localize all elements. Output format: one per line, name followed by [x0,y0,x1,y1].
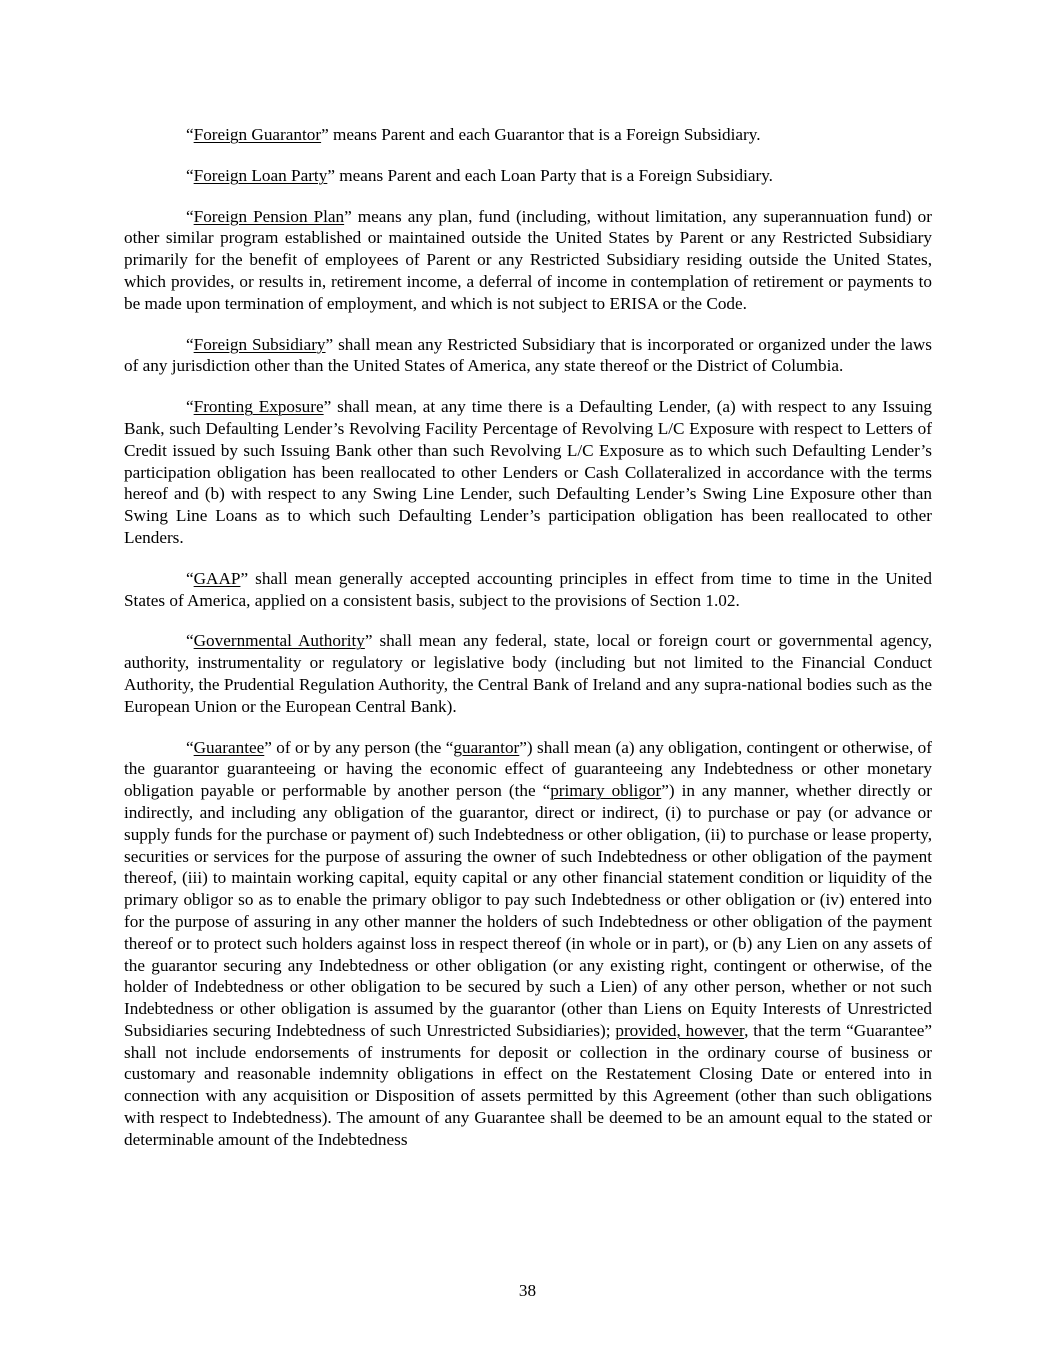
definition-body: means any plan, fund (including, without limitation, any superannuation fund) or other similar program established or maintained outside the United States by Parent or any Restricted Subsidiary primarily for the benefit of employees of Parent or any Restricted Subsidiary residing outside the United States, which provides, or results in, retirement income, a deferral of income in contemplation of retirement or payments to be made upon termination of employment, and which is not subject to ERISA or the Code. [124,206,932,313]
definition-body: means Parent and each Guarantor that is a Foreign Subsidiary. [328,125,761,144]
definition-governmental-authority: “Governmental Authority” shall mean any federal, state, local or foreign court or governmental agency, authority, instrumentality or regulatory or legislative body (including but not limited to the Financial Conduct Authority, the Prudential Regulation Authority, the Central Bank of Ireland and any supra-national bodies such as the European Union or the European Central Bank). [124,631,932,716]
definition-body: means Parent and each Loan Party that is a Foreign Subsidiary. [334,165,773,185]
definition-fronting-exposure: “Fronting Exposure” shall mean, at any time there is a Defaulting Lender, (a) with respect to any Issuing Bank, such Defaulting Lender’s Revolving Facility Percentage of Revolving L/C Exposure with respect to Letters of Credit issued by such Issuing Bank other than such Revolving L/C Exposure as to which such Defaulting Lender’s participation obligation has been reallocated to other Lenders or Cash Collateralized in accordance with the terms hereof and (b) with respect to any Swing Line Lender, such Defaulting Lender’s Swing Line Exposure other than Swing Line Loans as to which such Defaulting Lender’s participation obligation has been reallocated to other Lenders. [124,397,933,547]
defined-term-primary-obligor: primary obligor [550,781,662,801]
definition-body: shall mean generally accepted accounting principles in effect from time to time in the United States of America, applied on a consistent basis, subject to the provisions of Section 1.02. [124,568,932,610]
defined-term: Foreign Loan Party [193,165,328,185]
definition-body: shall mean any federal, state, local or foreign court or governmental agency, authority, instrumentality or regulatory or legislative body (including but not limited to the Financial Conduct Authority, the Prudential Regulation Authority, the Central Bank of Ireland and any supra-national bodies such as the European Union or the European Central Bank). [124,631,932,716]
proviso-term: provided, however [615,1020,745,1040]
document-page [124,124,932,1170]
definition-gaap: “GAAP” shall mean generally accepted accounting principles in effect from time to time in the United States of America, applied on a consistent basis, subject to the provisions of Section 1.02. [124,568,932,610]
definition-foreign-pension-plan: “Foreign Pension Plan” means any plan, fund (including, without limitation, any superannuation fund) or other similar program established or maintained outside the United States by Parent or any Restricted Subsidiary primarily for the benefit of employees of Parent or any Restricted Subsidiary residing outside the United States, which provides, or results in, retirement income, a deferral of income in contemplation of retirement or payments to be made upon termination of employment, and which is not subject to ERISA or the Code. [124,206,932,313]
definition-body: shall mean, at any time there is a Defaulting Lender, (a) with respect to any Issuing Bank, such Defaulting Lender’s Revolving Facility Percentage of Revolving L/C Exposure with respect to Letters of Credit issued by such Issuing Bank other than such Revolving L/C Exposure as to which such Defaulting Lender’s participation obligation has been reallocated to other Lenders or Cash Collateralized in accordance with the terms hereof and (b) with respect to any Swing Line Lender, such Defaulting Lender’s Swing Line Exposure other than Swing Line Loans as to which such Defaulting Lender’s participation obligation has been reallocated to other Lenders. [124,397,933,547]
definition-foreign-guarantor: “Foreign Guarantor” means Parent and each Guarantor that is a Foreign Subsidiary. [186,125,761,144]
defined-term: Fronting Exposure [193,397,324,417]
defined-term: Foreign Subsidiary [193,334,326,354]
definition-foreign-loan-party: “Foreign Loan Party” means Parent and each Loan Party that is a Foreign Subsidiary. [186,165,773,185]
page-number: 38 [518,1281,537,1300]
defined-term: Governmental Authority [193,631,365,651]
defined-term: Guarantee [193,737,265,757]
defined-term-guarantor: guarantor [453,737,520,757]
definition-guarantee: “Guarantee” of or by any person (the “guarantor”) shall mean (a) any obligation, contingent or otherwise, of the guarantor guaranteeing or having the economic effect of guaranteeing any Indebtedness or other monetary obligation payable or performable by another person (the “primary obligor”) in any manner, whether directly or indirectly, and including any obligation of the guarantor, direct or indirect, (i) to purchase or pay (or advance or supply funds for the purchase or payment of) such Indebtedness or other obligation, (ii) to purchase or lease property, securities or services for the purpose of assuring the owner of such Indebtedness or other obligation of the payment thereof, (iii) to maintain working capital, equity capital or any other financial statement condition or liquidity of the primary obligor so as to enable the primary obligor to pay such Indebtedness or other obligation or (iv) entered into for the purpose of assuring in any other manner the holders of such Indebtedness or other obligation of the payment thereof or to protect such holders against loss in respect thereof (in whole or in part), or (b) any Lien on any assets of the guarantor securing any Indebtedness or other obligation (or any existing right, contingent or otherwise, of the holder of Indebtedness or other obligation to be secured by such a Lien) of any other person, whether or not such Indebtedness or other obligation is assumed by the guarantor (other than Liens on Equity Interests of Unrestricted Subsidiaries securing Indebtedness of such Unrestricted Subsidiaries); provided, however, that the term “Guarantee” shall not include endorsements of instruments for deposit or collection in the ordinary course of business or customary and reasonable indemnity obligations in effect on the Restatement Closing Date or entered into in connection with any acquisition or Disposition of assets permitted by this Agreement (other than such obligations with respect to Indebtedness). The amount of any Guarantee shall be deemed to be an amount equal to the stated or determinable amount of the Indebtedness [124,737,932,1149]
definition-foreign-subsidiary: “Foreign Subsidiary” shall mean any Restricted Subsidiary that is incorporated or organized under the laws of any jurisdiction other than the United States of America, any state thereof or the District of Columbia. [124,334,932,376]
defined-term: Foreign Pension Plan [193,206,345,226]
defined-term: GAAP [193,568,241,588]
defined-term: Foreign Guarantor [193,125,322,144]
definition-body: shall mean any Restricted Subsidiary that is incorporated or organized under the laws of any jurisdiction other than the United States of America, any state thereof or the District of Columbia. [124,334,932,376]
